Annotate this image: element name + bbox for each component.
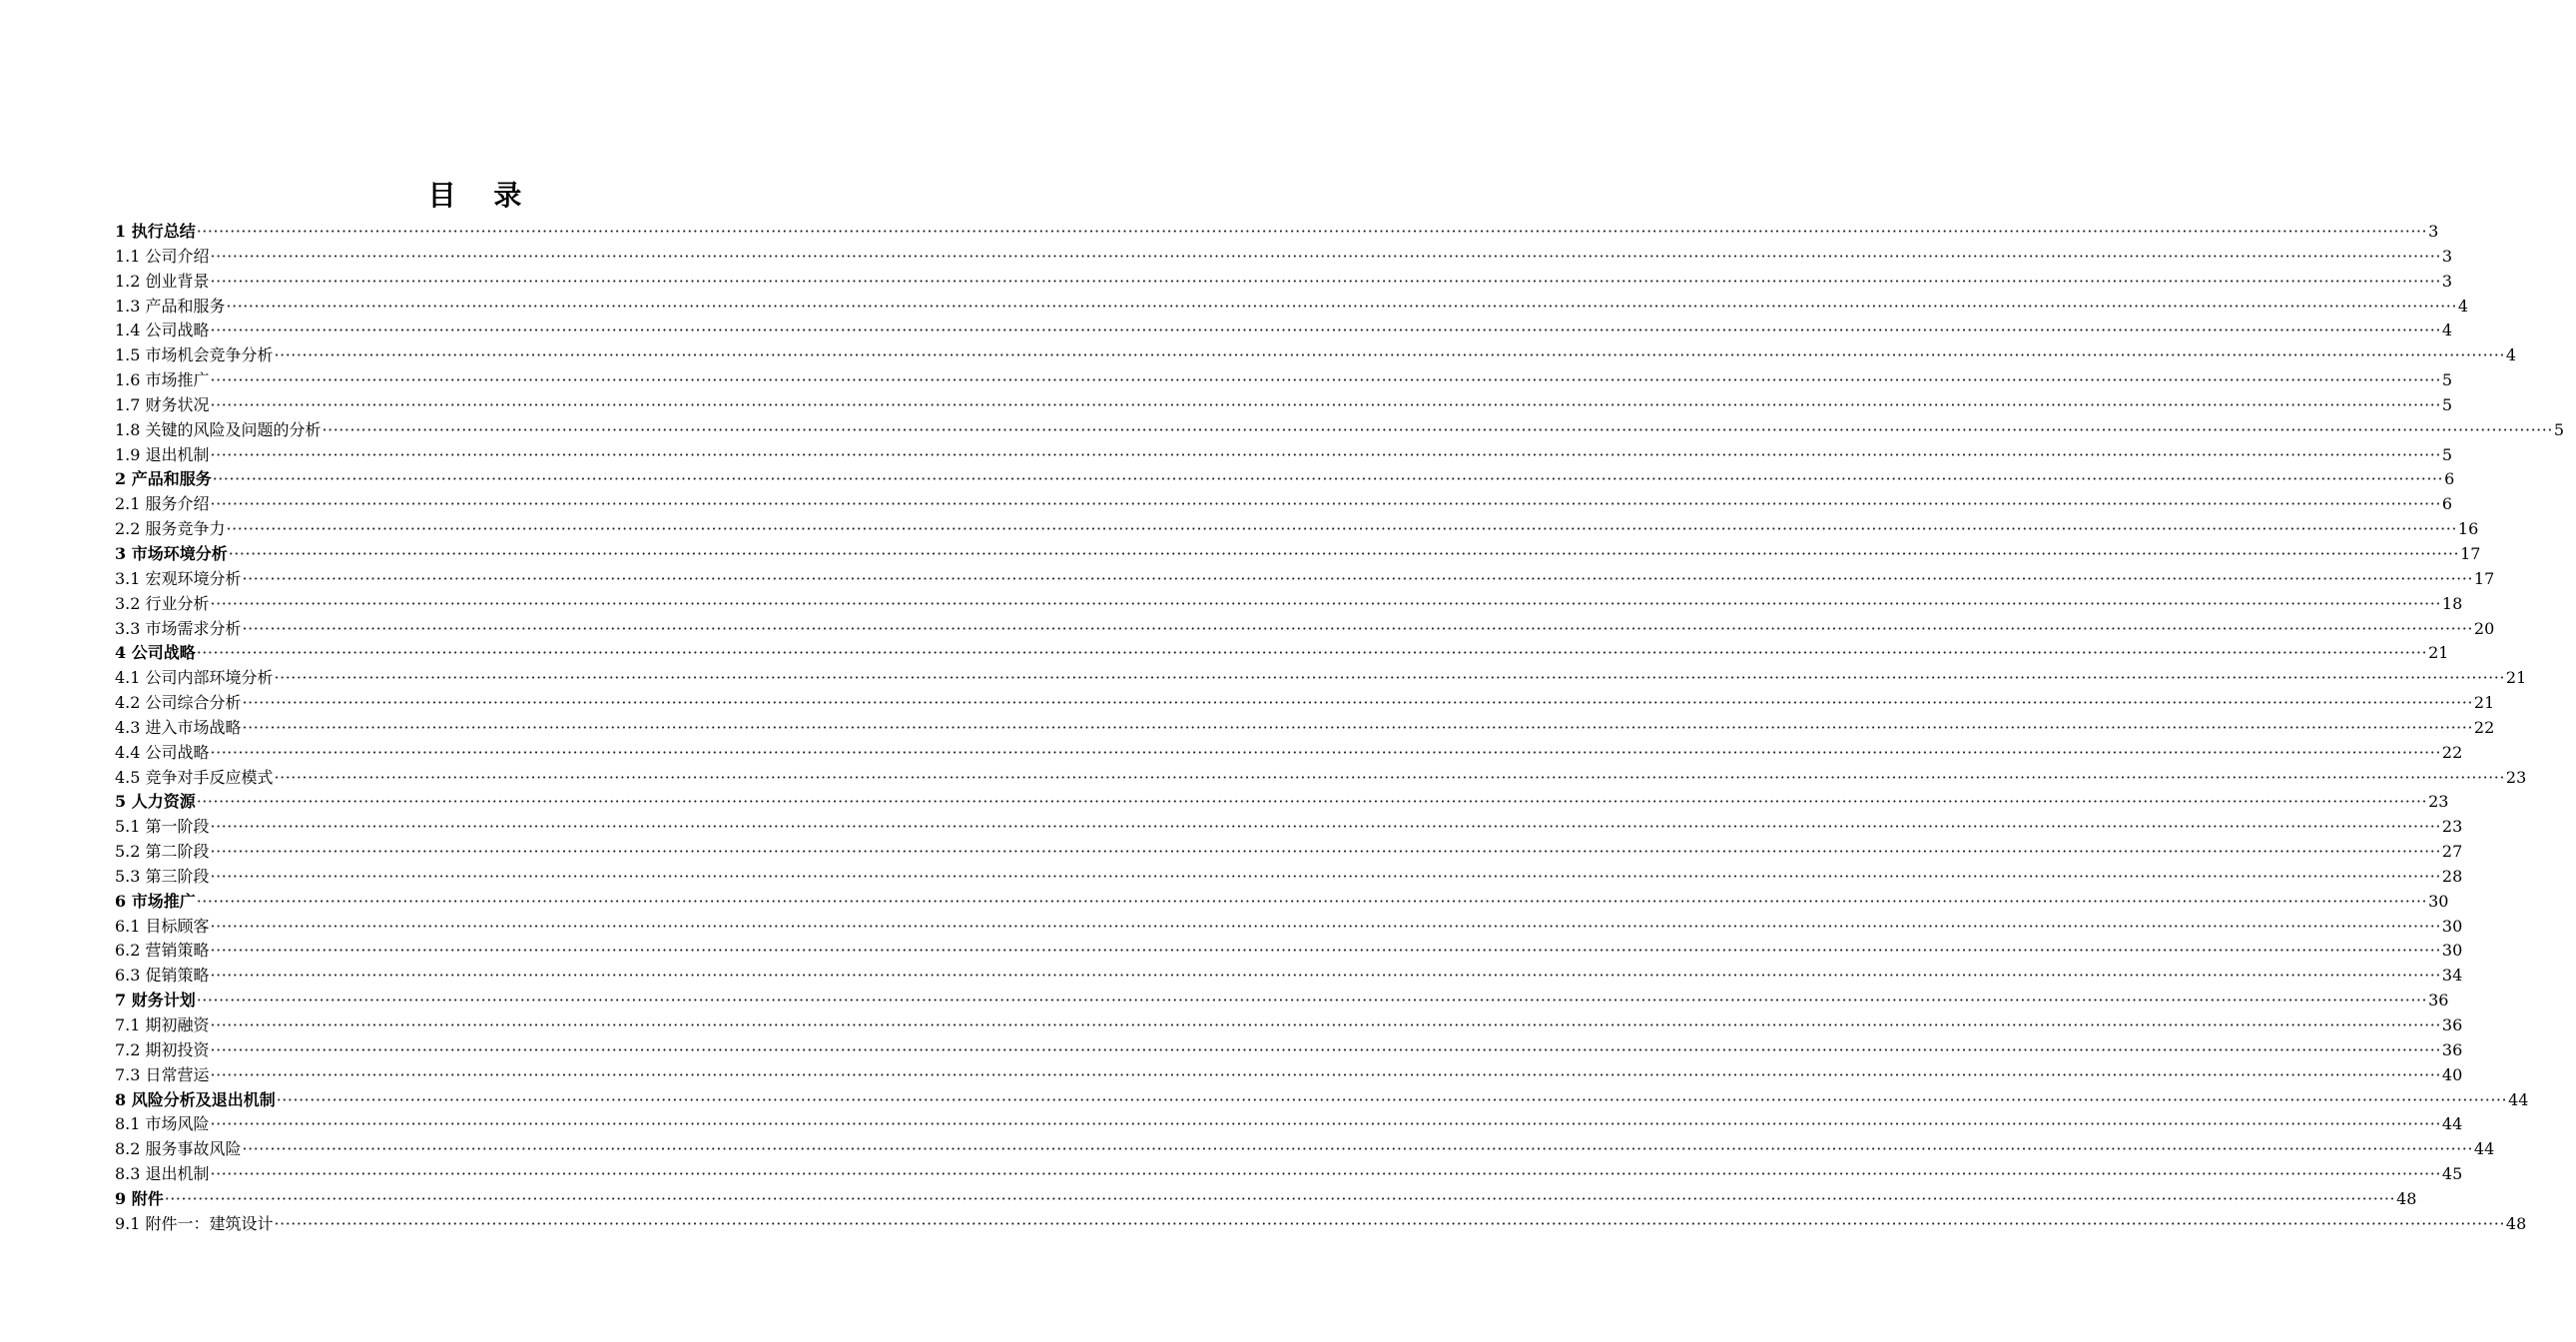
- toc-entry-label: 5.3 第三阶段: [115, 866, 210, 886]
- toc-dot-leader: ················································································································································································································································································································································································································: [210, 1039, 2441, 1059]
- toc-entry-label: 1 执行总结: [115, 222, 196, 241]
- toc-entry-label: 6 市场推广: [115, 891, 196, 911]
- toc-subsection-row[interactable]: [115, 865, 2463, 890]
- toc-entry-label: 8.1 市场风险: [115, 1114, 210, 1134]
- toc-entry-label: 2.1 服务介绍: [115, 494, 210, 514]
- toc-subsection-row[interactable]: [115, 915, 2463, 940]
- toc-entry-label: 9.1 附件一：建筑设计: [115, 1213, 274, 1233]
- toc-subsection-row[interactable]: [115, 517, 2479, 542]
- toc-dot-leader: ················································································································································································································································································································································································································: [210, 444, 2441, 464]
- toc-section-row[interactable]: [115, 1187, 2417, 1212]
- toc-entry-label: 3.3 市场需求分析: [115, 618, 242, 638]
- toc-section-row[interactable]: [115, 542, 2481, 567]
- toc-subsection-row[interactable]: [115, 741, 2463, 766]
- toc-page-number: 40: [2441, 1064, 2463, 1084]
- toc-dot-leader: ················································································································································································································································································································································································································: [210, 941, 2441, 961]
- toc-dot-leader: ················································································································································································································································································································································································································: [210, 866, 2441, 886]
- toc-entry-label: 4.5 竞争对手反应模式: [115, 767, 274, 787]
- toc-dot-leader: ················································································································································································································································································································································································································: [242, 1139, 2473, 1159]
- toc-entry-label: 1.4 公司战略: [115, 321, 210, 340]
- toc-dot-leader: ················································································································································································································································································································································································································: [210, 817, 2441, 837]
- toc-dot-leader: ················································································································································································································································································································································································································: [226, 519, 2457, 539]
- toc-page-number: 23: [2441, 817, 2463, 837]
- toc-subsection-row[interactable]: [115, 567, 2495, 592]
- toc-page-number: 36: [2428, 991, 2449, 1010]
- toc-dot-leader: ················································································································································································································································································································································································································: [210, 916, 2441, 936]
- toc-dot-leader: ················································································································································································································································································································································································································: [274, 345, 2505, 365]
- toc-subsection-row[interactable]: [115, 815, 2463, 840]
- toc-dot-leader: ················································································································································································································································································································································································································: [210, 966, 2441, 986]
- toc-entry-label: 8.3 退出机制: [115, 1164, 210, 1184]
- toc-subsection-row[interactable]: [115, 1112, 2463, 1137]
- toc-dot-leader: ················································································································································································································································································································································································································: [196, 643, 2428, 663]
- toc-subsection-row[interactable]: [115, 592, 2463, 617]
- toc-page-number: 17: [2460, 543, 2481, 563]
- toc-page-number: 16: [2457, 519, 2479, 539]
- toc-entry-label: 3.2 行业分析: [115, 593, 210, 613]
- toc-dot-leader: ················································································································································································································································································································································································································: [210, 271, 2441, 291]
- toc-entry-label: 4.3 进入市场战略: [115, 717, 242, 737]
- toc-page-number: 28: [2441, 866, 2463, 886]
- toc-dot-leader: ················································································································································································································································································································································································································: [210, 742, 2441, 762]
- toc-page-number: 45: [2441, 1164, 2463, 1184]
- toc-subsection-row[interactable]: [115, 270, 2453, 295]
- toc-dot-leader: ················································································································································································································································································································································································································: [210, 394, 2441, 414]
- page-title: 目 录: [427, 179, 536, 212]
- toc-dot-leader: ················································································································································································································································································································································································································: [242, 717, 2473, 737]
- toc-entry-label: 4.2 公司综合分析: [115, 693, 242, 713]
- toc-page-number: 5: [2441, 444, 2453, 464]
- toc-subsection-row[interactable]: [115, 1137, 2495, 1162]
- toc-dot-leader: ················································································································································································································································································································································································································: [226, 296, 2457, 316]
- toc-dot-leader: ················································································································································································································································································································································································································: [210, 842, 2441, 862]
- toc-dot-leader: ················································································································································································································································································································································································································: [210, 494, 2441, 514]
- toc-entry-label: 4 公司战略: [115, 643, 196, 663]
- toc-entry-label: 6.3 促销策略: [115, 966, 210, 986]
- toc-subsection-row[interactable]: [115, 1038, 2463, 1063]
- toc-dot-leader: ················································································································································································································································································································································································································: [210, 1164, 2441, 1184]
- toc-entry-label: 1.1 公司介绍: [115, 246, 210, 266]
- toc-page-number: 48: [2396, 1188, 2417, 1208]
- toc-entry-label: 1.6 市场推广: [115, 370, 210, 390]
- toc-page-number: 21: [2428, 643, 2449, 663]
- toc-page-number: 30: [2441, 941, 2463, 961]
- toc-subsection-row[interactable]: [115, 840, 2463, 865]
- toc-entry-label: 1.2 创业背景: [115, 271, 210, 291]
- toc-dot-leader: ················································································································································································································································································································································································································: [274, 1213, 2505, 1233]
- toc-page-number: 6: [2444, 469, 2455, 489]
- toc-entry-label: 1.3 产品和服务: [115, 296, 226, 316]
- toc-entry-label: 4.1 公司内部环境分析: [115, 668, 274, 688]
- toc-entry-label: 3.1 宏观环境分析: [115, 568, 242, 588]
- toc-dot-leader: ················································································································································································································································································································································································································: [228, 543, 2460, 563]
- toc-page-number: 36: [2441, 1015, 2463, 1034]
- toc-dot-leader: ················································································································································································································································································································································································································: [210, 370, 2441, 390]
- toc-subsection-row[interactable]: [115, 418, 2565, 443]
- toc-subsection-row[interactable]: [115, 492, 2453, 517]
- toc-entry-label: 2 产品和服务: [115, 469, 212, 489]
- toc-entry-label: 6.2 营销策略: [115, 941, 210, 961]
- toc-section-row[interactable]: [115, 641, 2449, 666]
- toc-page-number: 4: [2505, 345, 2517, 365]
- toc-page-number: 5: [2441, 370, 2453, 390]
- toc-entry-label: 8.2 服务事故风险: [115, 1139, 242, 1159]
- toc-dot-leader: ················································································································································································································································································································································································································: [196, 222, 2428, 241]
- toc-dot-leader: ················································································································································································································································································································································································································: [210, 593, 2441, 613]
- toc-section-row[interactable]: [115, 1088, 2529, 1113]
- toc-page-number: 4: [2441, 321, 2453, 340]
- toc-section-row[interactable]: [115, 467, 2455, 492]
- toc-subsection-row[interactable]: [115, 716, 2495, 741]
- toc-page-number: 27: [2441, 842, 2463, 862]
- toc-entry-label: 7.2 期初投资: [115, 1039, 210, 1059]
- toc-entry-label: 7.3 日常营运: [115, 1064, 210, 1084]
- toc-page-number: 44: [2473, 1139, 2495, 1159]
- toc-page-number: 4: [2457, 296, 2469, 316]
- toc-subsection-row[interactable]: [115, 319, 2453, 343]
- toc-entry-label: 3 市场环境分析: [115, 543, 228, 563]
- toc-section-row[interactable]: [115, 220, 2439, 245]
- toc-page-number: 23: [2428, 792, 2449, 812]
- toc-entry-label: 7 财务计划: [115, 991, 196, 1010]
- toc-entry-label: 5.1 第一阶段: [115, 817, 210, 837]
- toc-dot-leader: ················································································································································································································································································································································································································: [242, 693, 2473, 713]
- toc-page-number: 36: [2441, 1039, 2463, 1059]
- toc-page-number: 30: [2441, 916, 2463, 936]
- toc-dot-leader: ················································································································································································································································································································································································································: [164, 1188, 2396, 1208]
- toc-subsection-row[interactable]: [115, 617, 2495, 642]
- toc-dot-leader: ················································································································································································································································································································································································································: [196, 991, 2428, 1010]
- toc-subsection-row[interactable]: [115, 1063, 2463, 1088]
- toc-dot-leader: ················································································································································································································································································································································································································: [322, 419, 2553, 439]
- toc-entry-label: 7.1 期初融资: [115, 1015, 210, 1034]
- toc-page-number: 3: [2428, 222, 2439, 241]
- toc-section-row[interactable]: [115, 989, 2449, 1013]
- toc-subsection-row[interactable]: [115, 443, 2453, 468]
- toc-page-number: 22: [2473, 717, 2495, 737]
- toc-subsection-row[interactable]: [115, 245, 2453, 270]
- toc-entry-label: 9 附件: [115, 1188, 164, 1208]
- toc-entry-label: 1.9 退出机制: [115, 444, 210, 464]
- toc-entry-label: 5.2 第二阶段: [115, 842, 210, 862]
- toc-entry-label: 6.1 目标顾客: [115, 916, 210, 936]
- toc-page-number: 21: [2505, 668, 2527, 688]
- toc-page-number: 3: [2441, 271, 2453, 291]
- toc-dot-leader: ················································································································································································································································································································································································································: [210, 1114, 2441, 1134]
- toc-dot-leader: ················································································································································································································································································································································································································: [276, 1089, 2508, 1109]
- toc-dot-leader: ················································································································································································································································································································································································································: [242, 618, 2473, 638]
- toc-page-number: 21: [2473, 693, 2495, 713]
- toc-subsection-row[interactable]: [115, 964, 2463, 989]
- toc-dot-leader: ················································································································································································································································································································································································································: [274, 767, 2505, 787]
- toc-page-number: 44: [2441, 1114, 2463, 1134]
- toc-entry-label: 1.5 市场机会竞争分析: [115, 345, 274, 365]
- toc-dot-leader: ················································································································································································································································································································································································································: [242, 568, 2473, 588]
- toc-dot-leader: ················································································································································································································································································································································································································: [212, 469, 2444, 489]
- toc-subsection-row[interactable]: [115, 691, 2495, 716]
- toc-page-number: 6: [2441, 494, 2453, 514]
- toc-page-number: 20: [2473, 618, 2495, 638]
- toc-section-row[interactable]: [115, 890, 2449, 915]
- toc-page-number: 5: [2553, 419, 2565, 439]
- toc-dot-leader: ················································································································································································································································································································································································································: [196, 891, 2428, 911]
- toc-subsection-row[interactable]: [115, 343, 2517, 368]
- toc-subsection-row[interactable]: [115, 766, 2527, 791]
- toc-entry-label: 1.8 关键的风险及问题的分析: [115, 419, 322, 439]
- toc-page-number: 48: [2505, 1213, 2527, 1233]
- table-of-contents: [115, 220, 2565, 1237]
- toc-subsection-row[interactable]: [115, 1212, 2527, 1237]
- toc-entry-label: 1.7 财务状况: [115, 394, 210, 414]
- toc-page-number: 23: [2505, 767, 2527, 787]
- toc-subsection-row[interactable]: [115, 939, 2463, 964]
- toc-page-number: 22: [2441, 742, 2463, 762]
- toc-entry-label: 2.2 服务竞争力: [115, 519, 226, 539]
- toc-dot-leader: ················································································································································································································································································································································································································: [196, 792, 2428, 812]
- toc-dot-leader: ················································································································································································································································································································································································································: [274, 668, 2505, 688]
- toc-page-number: 34: [2441, 966, 2463, 986]
- toc-section-row[interactable]: [115, 790, 2449, 815]
- toc-subsection-row[interactable]: [115, 1162, 2463, 1187]
- toc-entry-label: 5 人力资源: [115, 792, 196, 812]
- toc-dot-leader: ················································································································································································································································································································································································································: [210, 1064, 2441, 1084]
- toc-subsection-row[interactable]: [115, 368, 2453, 393]
- toc-dot-leader: ················································································································································································································································································································································································································: [210, 321, 2441, 340]
- toc-page-number: 18: [2441, 593, 2463, 613]
- toc-dot-leader: ················································································································································································································································································································································································································: [210, 246, 2441, 266]
- toc-entry-label: 4.4 公司战略: [115, 742, 210, 762]
- toc-page-number: 5: [2441, 394, 2453, 414]
- toc-page-number: 17: [2473, 568, 2495, 588]
- toc-dot-leader: ················································································································································································································································································································································································································: [210, 1015, 2441, 1034]
- toc-page-number: 44: [2508, 1089, 2529, 1109]
- toc-subsection-row[interactable]: [115, 1013, 2463, 1038]
- toc-page-number: 30: [2428, 891, 2449, 911]
- toc-subsection-row[interactable]: [115, 666, 2527, 691]
- toc-subsection-row[interactable]: [115, 393, 2453, 418]
- toc-entry-label: 8 风险分析及退出机制: [115, 1089, 276, 1109]
- toc-page-number: 3: [2441, 246, 2453, 266]
- toc-subsection-row[interactable]: [115, 295, 2469, 320]
